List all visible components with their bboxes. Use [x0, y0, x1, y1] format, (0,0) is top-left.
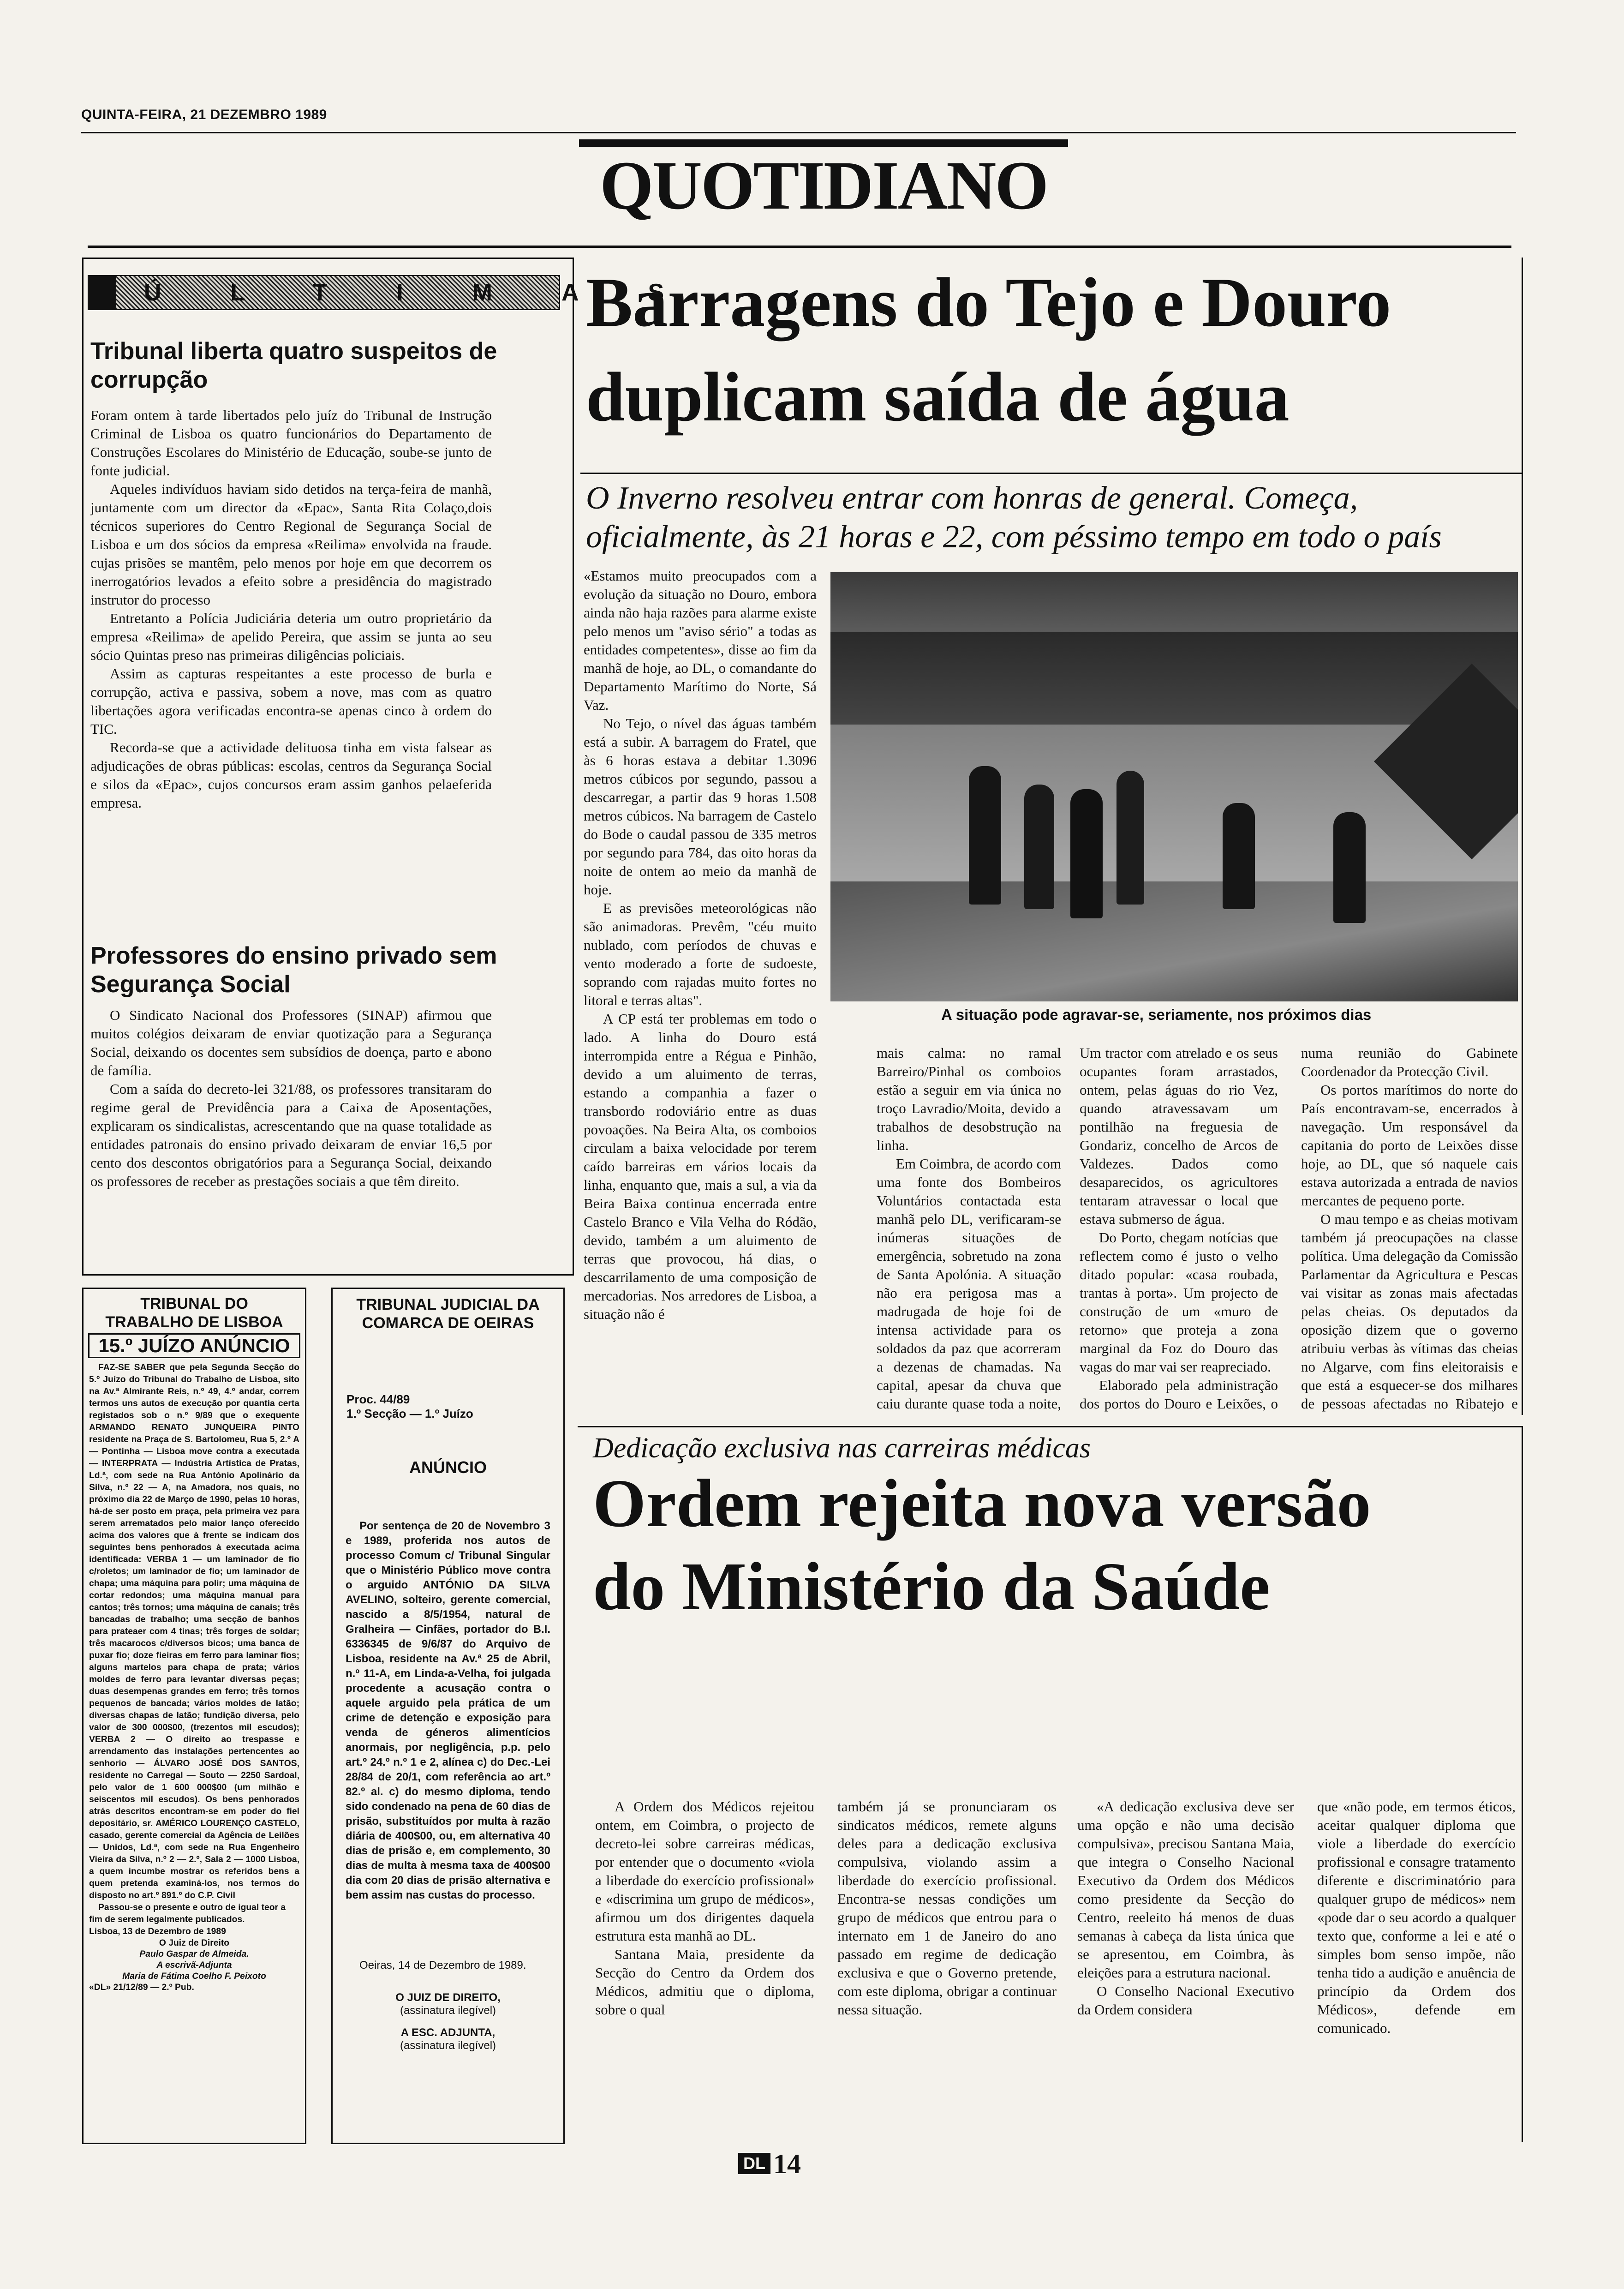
lead-paragraph: A CP está ter problemas em todo o lado. A linha do Douro está interrompida entre a Régua e Pinhão, devido a um aluimento de terras, estando a companhia a fazer o transbordo rodoviário entre as duas povoações. Na Beira Alta, os comboios circulam a baixa velocidade por terem caído barreiras em vários locais da linha, enquanto que, mais a sul, a via da Beira Baixa continua encerrada entre Castelo Branco e Vila Velha do Ródão, devido, também a um aluimento de terras que provocou, há dias, o descarrilamento de uma composição de mercadorias. Nos arredores de Lisboa, a situação não é [584, 1011, 817, 1322]
ultimas-story1-paragraph: Assim as capturas respeitantes a este processo de burla e corrupção, activa e passiva, sobem a nove, mas com as quatro libertações agora verificadas encontra-se apenas cinco à ordem do TIC. [90, 665, 492, 737]
lead-paragraph: numa reunião do Gabinete Coordenador da Protecção Civil. [1301, 1045, 1518, 1079]
notice-trabalho-date: Lisboa, 13 de Dezembro de 1989 [89, 1927, 226, 1936]
lead-headline-line1: Barragens do Tejo e Douro [586, 264, 1391, 341]
second-paragraph: O Conselho Nacional Executivo da Ordem considera [1077, 1983, 1294, 2018]
notice-trabalho-ref: «DL» 21/12/89 — 2.º Pub. [89, 1983, 194, 1992]
notice-trabalho-sig2-name: Maria de Fátima Coelho F. Peixoto [122, 1971, 266, 1981]
lead-paragraph: No Tejo, o nível das águas também está a subir. A barragem do Fratel, que às 6 horas estava a debitar 1.3096 metros cúbicos por segundo, passou a descarregar, a partir das 9 horas 1.508 metros cúbicos. Na barragem de Castelo do Bode o caudal passou de 335 metros por segundo para 784, das oito horas da noite de ontem ao meio da manhã de hoje. [584, 715, 817, 898]
ultimas-banner-square [89, 276, 116, 309]
ultimas-story2-paragraph: O Sindicato Nacional dos Professores (SINAP) afirmou que muitos colégios deixaram de enviar quotização para a Segurança Social, deixando os docentes sem subsídios de doença, parto e abono de família. [90, 1007, 492, 1079]
ultimas-story1-paragraph: Entretanto a Polícia Judiciária deteria um outro proprietário da empresa «Reilima» de apelido Pereira, que assim se junta ao seu sócio Quintas preso nas primeiras diligências policiais. [90, 610, 492, 663]
lead-paragraph: «Estamos muito preocupados com a evolução da situação no Douro, embora ainda não haja razões para alarme existe pelo menos um "aviso sério" a todas as entidades competentes», disse ao fim da manhã de hoje, ao DL, o comandante do Departamento Marítimo do Norte, Sá Vaz. [584, 568, 817, 713]
notice-trabalho-closing: Passou-se o presente e outro de igual teor a fim de serem legalmente publicados. [89, 1903, 286, 1924]
notice-trabalho-box [82, 1288, 306, 2144]
top-rule [81, 132, 1516, 133]
ultimas-story1-headline: Tribunal liberta quatro suspeitos de corrupção [90, 338, 497, 393]
notice-trabalho-sig2: A escrivã-Adjunta [156, 1960, 232, 1970]
second-column-4 [1317, 1798, 1516, 2130]
lead-paragraph: Os portos marítimos do norte do País encontravam-se, encerrados à navegação. Um responsável da capitania do porto de Leixões disse hoje, ao DL, que só naquele cais estava autorizada a entrada de navios mercantes de pequeno porte. [1301, 1082, 1518, 1209]
section-title: QUOTIDIANO [599, 147, 1048, 224]
notice-oeiras-heading: ANÚNCIO [409, 1458, 487, 1477]
second-paragraph: Santana Maia, presidente da Secção do Centro da Ordem dos Médicos, admitiu que o diploma, sobre o qual [595, 1946, 814, 2018]
ultimas-story1-paragraph: Foram ontem à tarde libertados pelo juíz do Tribunal de Instrução Criminal de Lisboa os quatro funcionários do Departamento de Construções Escolares do Ministério de Educação, soube-se junto de fonte judicial. [90, 407, 492, 479]
second-paragraph: também já se pronunciaram os sindicatos médicos, remete alguns deles para a dedicação exclusiva compulsiva, violando assim a liberdade do exercício profissional. Encontra-se nessas condições um grupo de médicos que entrou para o internato em 1 de Janeiro do ano passado em regime de dedicação exclusiva e que o Governo pretende, com este diploma, obrigar a continuar nessa situação. [837, 1798, 1057, 2018]
second-column-1 [595, 1798, 814, 2130]
issue-date: QUINTA-FEIRA, 21 DEZEMBRO 1989 [81, 107, 327, 122]
section-under-rule [88, 246, 1511, 248]
lead-paragraph: mais calma: no ramal Barreiro/Pinhal os comboios estão a seguir em via única no troço Lavradio/Moita, devido a trabalhos de desobstrução na linha. [877, 1045, 1061, 1153]
footer-logo: DL [738, 2153, 770, 2174]
lead-paragraph: Em Coimbra, de acordo com uma fonte dos Bombeiros Voluntários contactada esta manhã pelo DL, verificaram-se inúmeras situações de emergência, sobretudo na zona de Santa Apolónia. A situação não era perigosa mas a madrugada de hoje foi de intensa actividade para os soldados da paz que acorreram a dezenas de chamadas. Na capital, apesar da chuva que caiu durante quase toda a noite, [877, 1156, 1061, 1412]
second-headline-line1: Ordem rejeita nova versão [593, 1466, 1371, 1541]
second-kicker: Dedicação exclusiva nas carreiras médicas [593, 1432, 1091, 1464]
lead-paragraph: Elaborado pela administração dos portos do Douro e Leixões, o [1080, 1377, 1278, 1412]
ultimas-banner [88, 275, 734, 310]
lead-paragraph: O mau tempo e as cheias motivam também já preocupações na classe política. Uma delegação da Comissão Parlamentar da Agricultura e Pescas vai visitar as zonas mais afectadas pelas cheias. Os deputados da oposição dizem que o governo atribuiu verbas às vítimas das cheias no Algarve, com fins eleitoraisis e que está a esquecer-se dos milhares de pessoas afectadas no Ribatejo e [1301, 1211, 1518, 1412]
notice-trabalho-subtitle: 15.º JUÍZO ANÚNCIO [88, 1333, 300, 1358]
lead-paragraph: Do Porto, chegam notícias que reflectem como é justo o velho ditado popular: «casa roubada, trantas à porta». Um projecto de construção de um «muro de retorno» que proteja a zona marginal da Foz do Douro das vagas do mar vai ser reapreciado. [1080, 1229, 1278, 1375]
ultimas-story2-paragraph: Com a saída do decreto-lei 321/88, os professores transitaram do regime geral de Previdência para a Caixa de Aposentações, explicaram os sindicalistas, acrescentando que na quase totalidade as entidades patronais do ensino privado deixaram de enviar 16,5 por cento dos descontos obrigatórios para a Segurança Social, deixando os professores de receber as prestações sociais a que têm direito. [90, 1081, 492, 1189]
second-paragraph: A Ordem dos Médicos rejeitou ontem, em Coimbra, o projecto de decreto-lei sobre carreiras médicas, por entender que o documento «viola a liberdade do exercício profissional» e «discrimina um grupo de médicos», afirmou um dos dirigentes daquela estrutura esta manhã ao DL. [595, 1798, 814, 1944]
second-column-3 [1077, 1798, 1294, 2130]
lead-dek: O Inverno resolveu entrar com honras de general. Começa, oficialmente, às 21 horas e 22, com péssimo tempo em todo o país [586, 480, 1442, 555]
second-column-2 [837, 1798, 1057, 2130]
second-headline-line2: do Ministério da Saúde [593, 1549, 1270, 1624]
notice-oeiras-sig1: O JUIZ DE DIREITO, [395, 1991, 501, 2004]
page-number: 14 [773, 2149, 801, 2179]
ultimas-banner-label: ÚLTIMAS [144, 279, 734, 306]
notice-oeiras-date: Oeiras, 14 de Dezembro de 1989. [359, 1959, 526, 1971]
notice-oeiras-title: TRIBUNAL JUDICIAL DA COMARCA DE OEIRAS [356, 1296, 540, 1332]
ultimas-story2-body [90, 1006, 492, 1264]
lead-headline-line2: duplicam saída de água [586, 358, 1290, 436]
lead-paragraph: E as previsões meteorológicas não são animadoras. Prevêm, "céu muito nublado, com períodos de chuvas e vento moderado a forte de sudoeste, soprando com rajadas muito fortes no litoral e terras altas". [584, 900, 817, 1008]
notice-trabalho-sig1: O Juiz de Direito [159, 1938, 230, 1948]
notice-oeiras-box [331, 1288, 565, 2144]
notice-oeiras-seccao: 1.º Secção — 1.º Juízo [346, 1407, 473, 1420]
notice-oeiras-sig2: A ESC. ADJUNTA, [400, 2026, 496, 2039]
ultimas-story1-paragraph: Aqueles indivíduos haviam sido detidos na terça-feira de manhã, juntamente com um director da «Epac», Santa Rita Colaço,dois técnicos superiores do Centro Regional de Segurança Social de Lisboa e um dos sócios da empresa «Reilima» envolvida na fraude. cujas prisões se mantêm, pelo menos por hoje em que decorrem os inerrogatórios levados a efeito sobre a presidência do magistrado instrutor do processo [90, 481, 492, 608]
notice-oeiras-sig1-note: (assinatura ilegível) [400, 2004, 496, 2017]
ultimas-story1-paragraph: Recorda-se que a actividade delituosa tinha em vista falsear as adjudicações de obras públicas: escolas, centros da Segurança Social e silos da «Epac», cujos concursos eram assim ganhos pelaeferida empresa. [90, 739, 492, 811]
ultimas-story1-body [90, 406, 492, 914]
notice-oeiras-body: Por sentença de 20 de Novembro 3 e 1989, proferida nos autos de processo Comum c/ Tribunal Singular que o Ministério Público move contra o arguido ANTÓNIO DA SILVA AVELINO, solteiro, gerente comercial, nascido a 8/5/1954, natural de Gralheira — Cinfães, portador do B.I. 6336345 de 9/6/87 do Arquivo de Lisboa, residente na Av.ª 25 de Abril, n.º 11-A, em Linda-a-Velha, foi julgada procedente a acusação contra o aquele arguido pela prática de um crime de detenção e exposição para venda de géneros alimentícios anormais, por negligência, p.p. pelo art.º 24.º n.º 1 e 2, alínea c) do Dec.-Lei 28/84 de 20/1, com referência ao art.º 82.º al. c) do mesmo diploma, tendo sido condenado na pena de 60 dias de prisão, substituídos por multa à razão diária de 400$00, ou, em alternativa 40 dias de prisão e, em complemento, 30 dias de multa à mesma taxa de 400$00 dia com 20 dias de prisão alternativa e bem assim nas custas do processo. [346, 1520, 550, 1901]
notice-oeiras-proc: Proc. 44/89 [346, 1392, 410, 1406]
notice-oeiras-sig2-note: (assinatura ilegível) [400, 2039, 496, 2052]
photo-caption: A situação pode agravar-se, seriamente, nos próximos dias [941, 1006, 1372, 1023]
notice-trabalho-title: TRIBUNAL DO TRABALHO DE LISBOA [105, 1295, 283, 1331]
notice-trabalho-sig1-name: Paulo Gaspar de Almeida. [139, 1949, 249, 1959]
section-bar [579, 139, 1068, 147]
second-paragraph: que «não pode, em termos éticos, aceitar qualquer diploma que viole a liberdade do exercício profissional e consagre tratamento diferente e discriminatório para qualquer grupo de médicos» nem «pode dar o seu acordo a qualquer texto que, conforme a lei e até o simples bom senso impõe, não tenha tido a audição e anuência de princípio da Ordem dos Médicos», defende em comunicado. [1317, 1798, 1516, 2036]
second-paragraph: «A dedicação exclusiva deve ser uma opção e não uma decisão compulsiva», precisou Santana Maia, que integra o Conselho Nacional Executivo da Ordem dos Médicos como presidente da Secção do Centro, reeleito há menos de duas semanas à cabeça da lista única que se apresentou, em Coimbra, às eleições para a estrutura nacional. [1077, 1798, 1294, 1981]
lead-story-frame [578, 258, 1523, 1415]
notice-trabalho-body: FAZ-SE SABER que pela Segunda Secção do 5.º Juízo do Tribunal do Trabalho de Lisboa, sito na Av.ª Almirante Reis, n.º 49, 4.º andar, correm termos uns autos de execução por quantia certa registados sob o n.º 9/89 que o exequente ARMANDO RENATO JUNQUEIRA PINTO residente na Praça de S. Bartolomeu, Rua 5, 2.º A — Pontinha — Lisboa move contra a executada — INTERPRATA — Indústria Artística de Pratas, Ld.ª, com sede na Rua António Apolinário da Silva, n.º 22 — A, na Amadora, nos quais, no próximo dia 22 de Março de 1990, pelas 10 horas, há-de ser posto em praça, pela primeira vez para serem arrematados pelo maior lanço oferecido acima dos valores que à frente se indicam dos seguintes bens penhorados à executada acima identificada: VERBA 1 — um laminador de fio c/roletos; um laminador de fio; um laminador de chapa; uma máquina para polir; uma máquina de cortar redondos; uma máquina manual para cantos; três tornos; uma máquina de canais; três bancadas de trabalho; uma secção de banhos para prateaer com 4 tinas; três forges de soldar; três macarocos c/diversos bicos; uma banca de puxar fio; doze fieiras em ferro para laminar fios; alguns martelos para chapa de prata; vários moldes de ferro para levantar diversas peças; duas desempenas grandes em ferro; três tornos pequenos de bancada; vários moldes de latão; diversas chapas de latão; fundição diversa, pelo valor de 300 000$00, (trezentos mil escudos); VERBA 2 — O direito ao trespasse e arrendamento das instalações pertencentes ao senhorio — ÁLVARO JOSÉ DOS SANTOS, residente no Carregal — Souto — 2250 Sardoal, pelo valor de 1 600 000$00 (um milhão e seiscentos mil escudos). Os bens penhorados atrás descritos encontram-se em poder do fiel depositário, sr. AMÉRICO LOURENÇO CASTELO, casado, gerente comercial da Agência de Leilões — Unidos, Ld.ª, com sede na Rua Engenheiro Vieira da Silva, n.º 2 — 2.º, Sala 2 — 1000 Lisboa, a quem incumbe mostrar os referidos bens a quem pretenda examiná-los, nos termos do disposto no art.º 891.º do C.P. Civil [89, 1363, 299, 1900]
ultimas-story2-headline: Professores do ensino privado sem Segurança Social [90, 942, 497, 998]
lead-paragraph: Um tractor com atrelado e os seus ocupantes foram arrastados, ontem, pelas águas do rio Vez, quando atravessavam um pontilhão na freguesia de Gondariz, concelho de Arcos de Valdezes. Dados como desaparecidos, os agricultores tentaram atravessar o local que estava submerso de água. [1080, 1045, 1278, 1227]
